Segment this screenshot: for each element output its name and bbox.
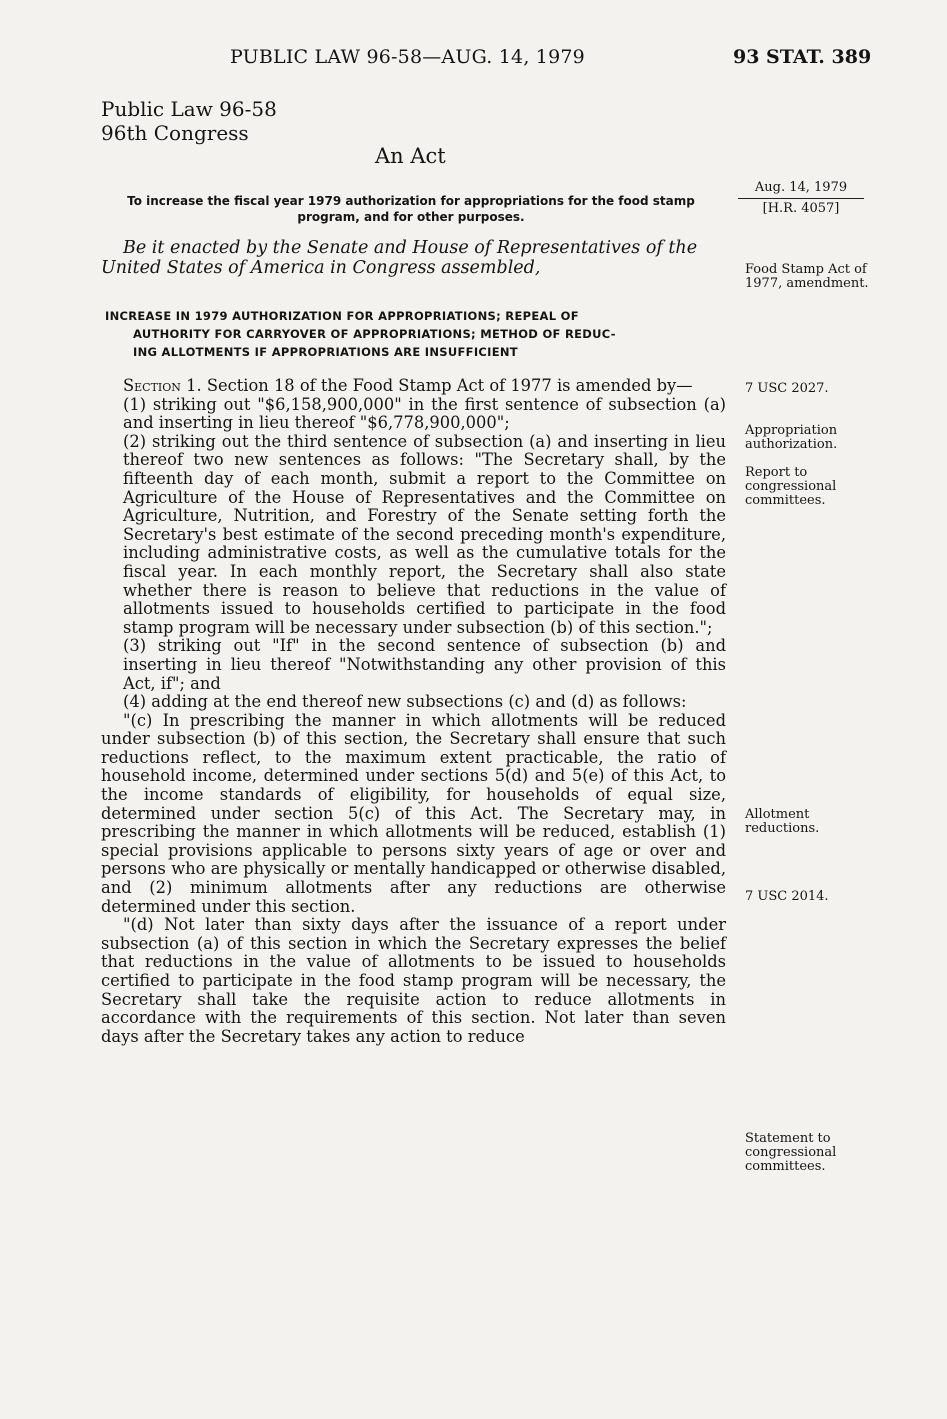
public-law-number: Public Law 96-58 — [101, 97, 277, 121]
margin-note-food-stamp-act: Food Stamp Act of 1977, amendment. — [745, 262, 869, 291]
amendment-item-3: (3) striking out "If" in the second sentence of subsection (b) and inserting in lieu thereof "Notwithstanding any other provision of this Act, if"; and — [123, 636, 726, 693]
margin-note-statement: Statement to congressional committees. — [745, 1131, 837, 1174]
section-label: Section 1. — [123, 376, 202, 395]
act-title — [101, 193, 721, 225]
act-title-line: program, and for other purposes. — [297, 210, 525, 224]
margin-note-appropriation: Appropriation authorization. — [745, 423, 838, 452]
section-intro-text: Section 18 of the Food Stamp Act of 1977 is amended by— — [206, 376, 693, 395]
an-act-label: An Act — [375, 144, 446, 168]
margin-note-allotment: Allotment reductions. — [745, 807, 820, 836]
bill-number: [H.R. 4057] — [762, 201, 840, 216]
stat-page-number: 93 STAT. 389 — [733, 46, 872, 68]
amendment-item-2: (2) striking out the third sentence of subsection (a) and inserting in lieu thereof two new sentences as follows: "The Secretary shall, by the fifteenth day of each month, submit a report to the Committee on Agriculture of the House of Representatives and the Committee on Agriculture, Nutrition, and Forestry of the Senate setting forth the Secretary's best estimate of the second preceding month's expenditure, including administrative costs, as well as the cumulative totals for the fiscal year. In each monthly report, the Secretary shall also state whether there is reason to believe that reductions in the value of allotments issued to households certified to participate in the food stamp program will be necessary under subsection (b) of this section."; — [123, 431, 726, 637]
act-title-line: To increase the fiscal year 1979 authorization for appropriations for the food stamp — [127, 194, 695, 208]
margin-note-usc-2014: 7 USC 2014. — [745, 889, 829, 904]
running-head: PUBLIC LAW 96-58—AUG. 14, 1979 — [230, 46, 585, 68]
section-heading-line: ING ALLOTMENTS IF APPROPRIATIONS ARE INSUFFICIENT — [133, 345, 518, 359]
section-body — [101, 377, 726, 1046]
subsection-c: "(c) In prescribing the manner in which allotments will be reduced under subsection (b) of this section, the Secretary shall ensure that such reductions reflect, to the maximum extent practicable, the ratio of household income, determined under sections 5(d) and 5(e) of this Act, to the income standards of eligibility, for households of equal size, determined under section 5(c) of this Act. The Secretary may, in prescribing the manner in which allotments will be reduced, establish (1) special provisions applicable to persons sixty years of age or over and persons who are physically or mentally handicapped or otherwise disabled, and (2) minimum allotments after any reductions are otherwise determined under this section. — [101, 710, 726, 916]
section-heading-line: INCREASE IN 1979 AUTHORIZATION FOR APPROPRIATIONS; REPEAL OF — [105, 309, 579, 323]
congress-number: 96th Congress — [101, 121, 249, 145]
enacting-clause: Be it enacted by the Senate and House of Representatives of the United States of America in Congress assembled, — [101, 238, 698, 278]
amendment-item-1: (1) striking out "$6,158,900,000" in the first sentence of subsection (a) and inserting in lieu thereof "$6,778,900,000"; — [123, 394, 726, 433]
margin-note-report: Report to congressional committees. — [745, 465, 837, 508]
law-identifier — [101, 97, 277, 145]
margin-note-usc-2027: 7 USC 2027. — [745, 381, 829, 396]
section-heading — [105, 307, 725, 361]
bill-info — [738, 180, 864, 216]
section-intro-paragraph — [101, 377, 726, 396]
section-heading-line: AUTHORITY FOR CARRYOVER OF APPROPRIATIONS; METHOD OF REDUC- — [133, 327, 616, 341]
bill-date: Aug. 14, 1979 — [738, 180, 864, 199]
amendment-item-4: (4) adding at the end thereof new subsections (c) and (d) as follows: — [123, 692, 687, 712]
subsection-d: "(d) Not later than sixty days after the issuance of a report under subsection (a) of this section in which the Secretary expresses the belief that reductions in the value of allotments to be issued to households certified to participate in the food stamp program will be necessary, the Secretary shall take the requisite action to reduce allotments in accordance with the requirements of this section. Not later than seven days after the Secretary takes any action to reduce — [101, 915, 726, 1046]
